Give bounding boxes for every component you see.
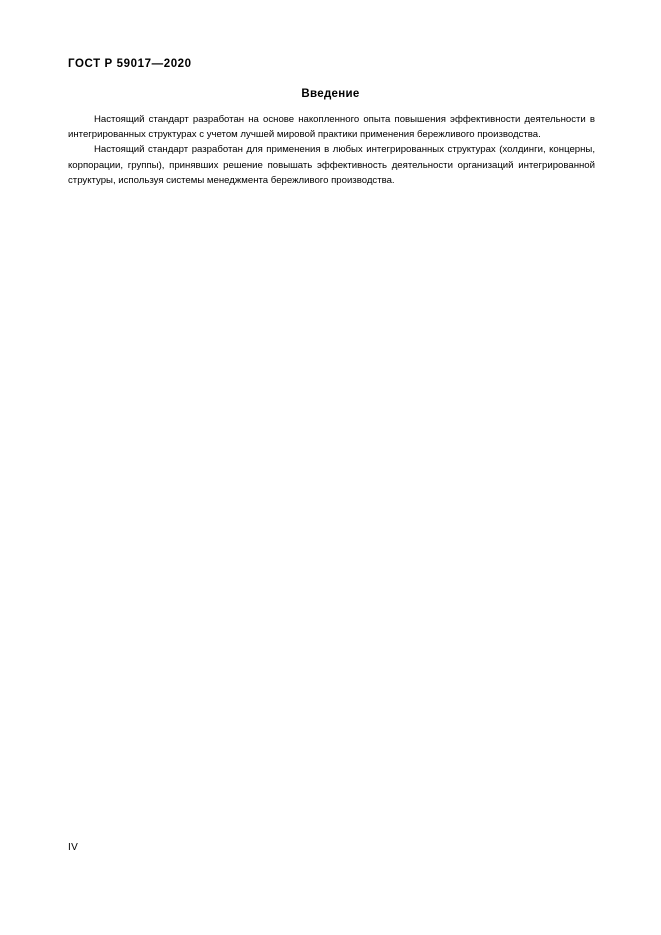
page-number: IV	[68, 842, 79, 853]
page-title: Введение	[301, 88, 360, 100]
paragraph: Настоящий стандарт разработан на основе накопленного опыта повышения эффективности деятельности в интегрированных структурах с учетом лучшей мировой практики применения бережливого производства.	[68, 114, 595, 141]
standard-designation-header: ГОСТ Р 59017—2020	[68, 58, 192, 70]
paragraph: Настоящий стандарт разработан для применения в любых интегрированных структурах (холдинги, концерны, корпорации, группы), принявших решение повышать эффективность деятельности организаций интегрированной структуры, используя системы менеджмента бережливого производства.	[68, 144, 595, 186]
introduction-body	[68, 112, 595, 188]
